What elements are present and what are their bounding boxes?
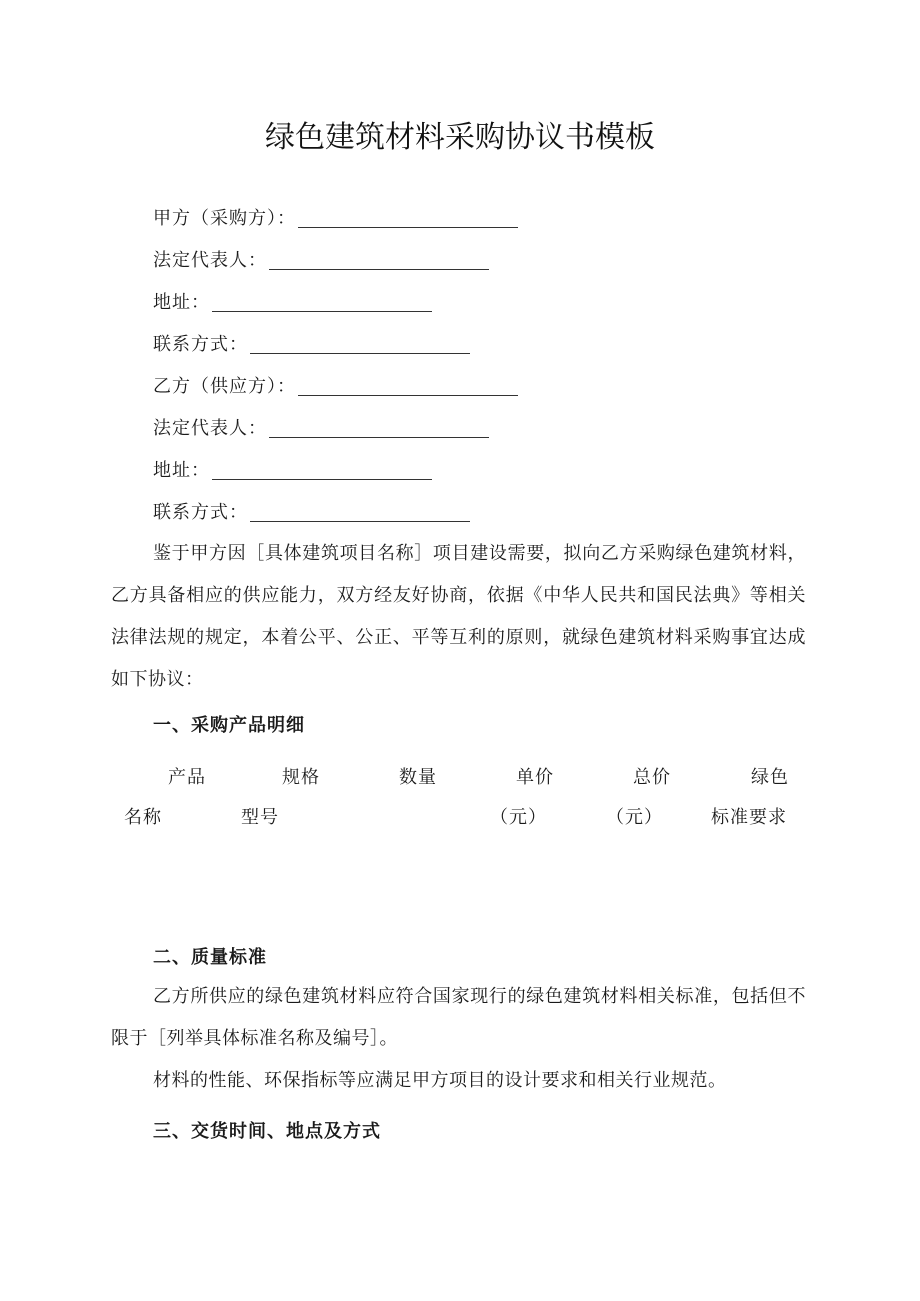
table-header-standard-requirement: 标准要求 bbox=[711, 807, 787, 828]
table-header-model: 型号 bbox=[241, 807, 279, 828]
party-b-contact-label: 联系方式： bbox=[153, 502, 248, 523]
party-a-name-blank[interactable] bbox=[298, 209, 518, 228]
party-a-contact-blank[interactable] bbox=[250, 335, 470, 354]
party-b-contact-field bbox=[153, 500, 470, 526]
party-b-name-blank[interactable] bbox=[298, 377, 518, 396]
party-a-rep-field bbox=[153, 248, 489, 274]
table-header-total-price: 总价 bbox=[633, 767, 671, 788]
party-b-name-field bbox=[153, 374, 518, 400]
table-header-unit-price: 单价 bbox=[516, 767, 554, 788]
section2-heading: 二、质量标准 bbox=[153, 947, 267, 968]
party-a-contact-label: 联系方式： bbox=[153, 334, 248, 355]
intro-paragraph: 鉴于甲方因［具体建筑项目名称］项目建设需要，拟向乙方采购绿色建筑材料，乙方具备相应的供应能力，双方经友好协商，依据《中华人民共和国民法典》等相关法律法规的规定，本着公平、公正、平等互利的原则，就绿色建筑材料采购事宜达成如下协议： bbox=[111, 543, 806, 690]
party-b-rep-label: 法定代表人： bbox=[153, 418, 267, 439]
section2-paragraph-2: 材料的性能、环保指标等应满足甲方项目的设计要求和相关行业规范。 bbox=[153, 1070, 727, 1091]
party-a-name-label: 甲方（采购方）： bbox=[153, 208, 296, 229]
party-a-address-field bbox=[153, 290, 432, 316]
party-a-rep-label: 法定代表人： bbox=[153, 250, 267, 271]
table-header-name: 名称 bbox=[124, 807, 162, 828]
table-header-green: 绿色 bbox=[751, 767, 789, 788]
document-title: 绿色建筑材料采购协议书模板 bbox=[265, 120, 655, 155]
party-b-address-label: 地址： bbox=[153, 460, 210, 481]
party-b-contact-blank[interactable] bbox=[250, 503, 470, 522]
table-header-quantity: 数量 bbox=[399, 767, 437, 788]
party-a-name-field bbox=[153, 206, 518, 232]
section1-heading: 一、采购产品明细 bbox=[153, 715, 305, 736]
party-a-address-label: 地址： bbox=[153, 292, 210, 313]
table-header-unit-price-unit: （元） bbox=[490, 807, 547, 828]
table-header-spec: 规格 bbox=[282, 767, 320, 788]
party-b-address-field bbox=[153, 458, 432, 484]
section3-heading: 三、交货时间、地点及方式 bbox=[153, 1121, 381, 1142]
party-b-address-blank[interactable] bbox=[212, 461, 432, 480]
party-a-address-blank[interactable] bbox=[212, 293, 432, 312]
party-a-rep-blank[interactable] bbox=[269, 251, 489, 270]
table-header-total-price-unit: （元） bbox=[606, 807, 663, 828]
party-b-rep-field bbox=[153, 416, 489, 442]
party-b-rep-blank[interactable] bbox=[269, 419, 489, 438]
section2-paragraph-1: 乙方所供应的绿色建筑材料应符合国家现行的绿色建筑材料相关标准，包括但不限于［列举具体标准名称及编号］。 bbox=[111, 986, 806, 1049]
party-b-name-label: 乙方（供应方）： bbox=[153, 376, 296, 397]
party-a-contact-field bbox=[153, 332, 470, 358]
table-header-product: 产品 bbox=[168, 767, 206, 788]
